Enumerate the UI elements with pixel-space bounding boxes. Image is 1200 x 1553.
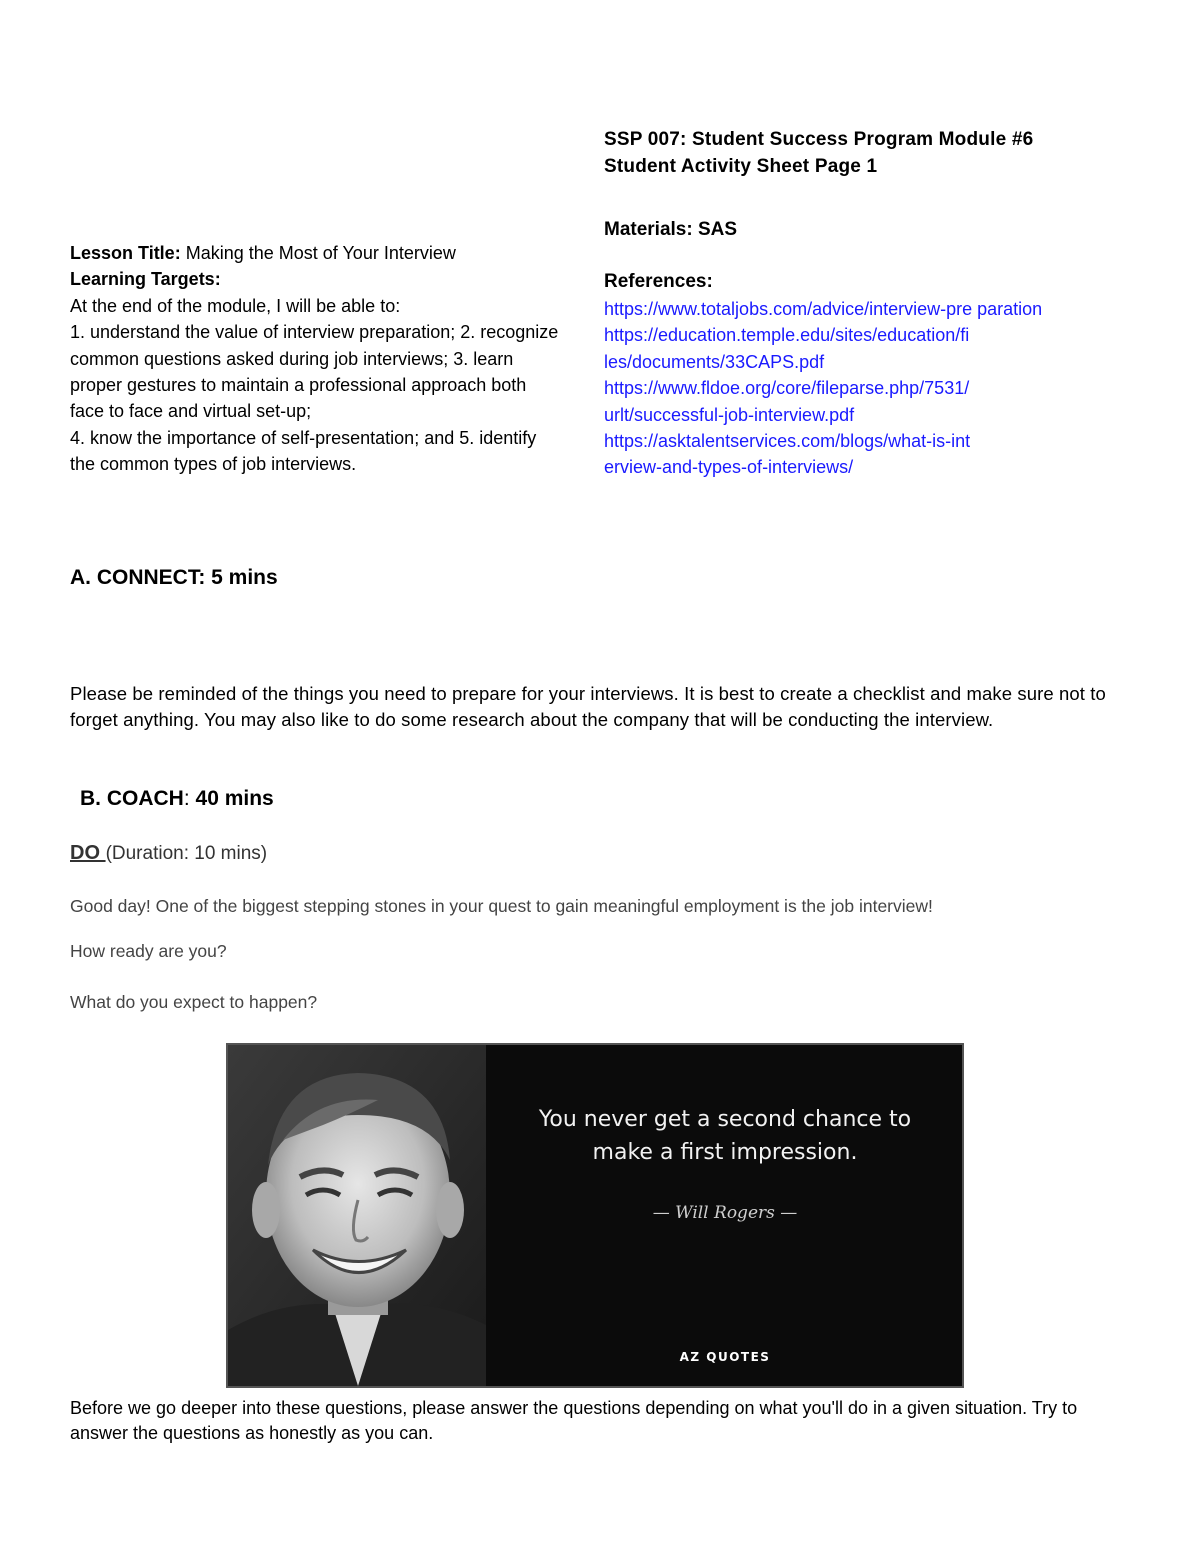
quote-image (226, 1043, 964, 1388)
do-heading (70, 842, 267, 865)
coach-heading (80, 787, 274, 811)
reference-link-4[interactable]: https://asktalentservices.com/blogs/what-is-int (604, 431, 971, 452)
learning-target-line: proper gestures to maintain a professional approach both (70, 375, 527, 396)
learning-target-line: 4. know the importance of self-presentation; and 5. identify (70, 427, 537, 448)
references-list (604, 296, 1104, 481)
do-duration: (Duration: 10 mins) (105, 843, 268, 864)
quote-author: — Will Rogers — (652, 1203, 798, 1223)
brand-logo: AZ QUOTES (679, 1350, 771, 1364)
coach-paragraph-1: Good day! One of the biggest stepping stones in your quest to gain meaningful employment is the job interview! (70, 896, 933, 916)
coach-heading-colon: : (183, 787, 190, 810)
coach-paragraph-2: How ready are you? (70, 941, 227, 961)
instructions-paragraph: Before we go deeper into these questions, please answer the questions depending on what you'll do in a given situation. Try to answer the questions as honestly as you can. (70, 1398, 1078, 1443)
quote-line-1: You never get a second chance to (538, 1107, 912, 1132)
learning-target-line: face to face and virtual set-up; (70, 401, 312, 422)
reference-link-3[interactable]: https://www.fldoe.org/core/fileparse.php/7531/ (604, 378, 970, 399)
module-title-line1: SSP 007: Student Success Program Module #6 (604, 129, 1034, 150)
reference-link-2[interactable]: https://education.temple.edu/sites/education/fi (604, 325, 970, 346)
learning-targets-label: Learning Targets: (70, 269, 221, 290)
lesson-title (70, 240, 610, 266)
module-title-line2: Student Activity Sheet Page 1 (604, 156, 878, 177)
coach-heading-part1: B. COACH (80, 787, 184, 810)
reference-link-1[interactable]: https://www.totaljobs.com/advice/interview-pre paration (604, 299, 1043, 319)
coach-heading-part2: 40 mins (189, 787, 274, 810)
learning-target-line: common questions asked during job interviews; 3. learn (70, 348, 514, 369)
learning-target-line: 1. understand the value of interview preparation; 2. recognize (70, 322, 559, 343)
reference-link-3-cont[interactable]: urlt/successful-job-interview.pdf (604, 404, 855, 425)
lesson-block (70, 240, 610, 478)
quote-text (490, 1103, 960, 1169)
materials-label: Materials: SAS (604, 219, 738, 240)
coach-paragraph-3: What do you expect to happen? (70, 992, 318, 1012)
reference-link-2-cont[interactable]: les/documents/33CAPS.pdf (604, 351, 825, 372)
lesson-title-label: Lesson Title: (70, 243, 181, 263)
learning-target-line: At the end of the module, I will be able to: (70, 295, 401, 316)
learning-target-line: the common types of job interviews. (70, 454, 357, 475)
lesson-title-value: Making the Most of Your Interview (180, 243, 456, 263)
module-title (604, 126, 1164, 180)
connect-paragraph: Please be reminded of the things you need to prepare for your interviews. It is best to create a checklist and make sure not to forget anything. You may also like to do some research about the company that will be conducting the interview. (70, 683, 1106, 731)
connect-heading: A. CONNECT: 5 mins (70, 566, 278, 589)
portrait-photo-icon (228, 1045, 486, 1386)
do-label: DO (70, 842, 106, 864)
reference-link-4-cont[interactable]: erview-and-types-of-interviews/ (604, 457, 854, 478)
quote-line-2: make a first impression. (592, 1140, 858, 1165)
references-heading: References: (604, 271, 713, 292)
